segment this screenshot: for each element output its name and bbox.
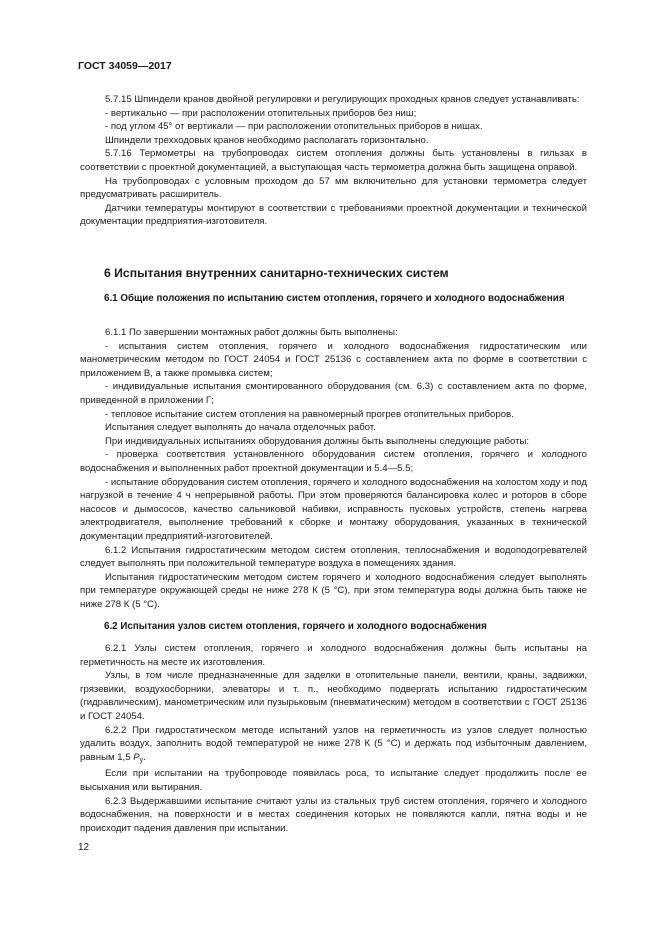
paragraph: 5.7.15 Шпиндели кранов двойной регулировки и регулирующих проходных кранов следует устанавливать: — [105, 94, 580, 105]
paragraph: Испытания следует выполнять до начала отделочных работ. — [105, 422, 376, 434]
paragraph: 6.2.3 Выдержавшими испытание считают узлы из стальных труб систем отопления, горячего и холодного водоснабжения, на поверхности и в местах соединения которых не появляются капли, пятна воды и не происходит падения давления при испытании. — [80, 795, 587, 834]
paragraph: На трубопроводах с условным проходом до 57 мм включительно для установки термометра следует предусматривать расширитель. — [80, 175, 587, 201]
list-item: - индивидуальные испытания смонтированного оборудования (см. 6.3) с составлением акта по форме, приведенной в приложении Г; — [80, 381, 587, 406]
section-6-1-heading: 6.1 Общие положения по испытанию систем отопления, горячего и холодного водоснабжения — [104, 293, 565, 304]
section-6-heading: 6 Испытания внутренних санитарно-технических систем — [104, 266, 449, 280]
paragraph: Узлы, в том числе предназначенные для заделки в отопительные панели, вентили, краны, задвижки, грязевики, воздухосборники, элеваторы и т. п., необходимо подвергать испытанию гидростатическим (гидравлическим), манометрическим или пузырьковым (пневматическим) методом в соответствии с ГОСТ 25136 и ГОСТ 24054. — [80, 670, 587, 722]
page-number: 12 — [78, 842, 90, 853]
pressure-subscript: у — [139, 756, 144, 764]
paragraph: Испытания гидростатическим методом систем горячего и холодного водоснабжения следует выполнять при температуре окружающей среды не ниже 278 К (5 °С), при этом температура воды должна быть также не ниже 278 К (5 °С). — [80, 571, 587, 610]
paragraph: 6.1.2 Испытания гидростатическим методом систем отопления, теплоснабжения и водоподогревателей следует выполнять при положительной температуре воздуха в помещениях здания. — [80, 544, 587, 570]
list-item: - проверка соответствия установленного оборудования систем отопления, горячего и холодного водоснабжения и выполненных работ проектной документации и 5.4—5.5; — [80, 449, 587, 474]
list-item: - испытания систем отопления, горячего и холодного водоснабжения гидростатическим или манометрическим методом по ГОСТ 24054 и ГОСТ 25136 с составлением акта по форме в соответствии с приложением В, а также промывка систем; — [80, 340, 587, 379]
list-item: - испытание оборудования систем отопления, горячего и холодного водоснабжения на холостом ходу и под нагрузкой в течение 4 ч непрерывной работы. При этом проверяются балансировка колес и роторов в сборе насосов и дымососов, качество сальниковой набивки, исправность пусковых устройств, степень нагрева электродвигателя, выполнение требований к сборке и монтажу оборудования, указанных в технической документации предприятий-изготовителей. — [80, 476, 587, 542]
paragraph: При индивидуальных испытаниях оборудования должны быть выполнены следующие работы: — [105, 435, 530, 447]
list-item: - под углом 45° от вертикали — при расположении отопительных приборов в нишах. — [105, 121, 483, 133]
paragraph: 6.2.1 Узлы систем отопления, горячего и холодного водоснабжения должны быть испытаны на герметичность на месте их изготовления. — [80, 643, 587, 668]
paragraph: 6.1.1 По завершении монтажных работ должны быть выполнены: — [105, 327, 398, 338]
paragraph: 5.7.16 Термометры на трубопроводах систем отопления должны быть установлены в гильзах в соответствии с проектной документацией, а выступающая часть термометра должна быть защищена оправой. — [80, 148, 587, 173]
paragraph: Если при испытании на трубопроводе появилась роса, то испытание следует продолжить после ее высыхания или вытирания. — [80, 768, 587, 793]
clause-5-7-15-block — [80, 93, 587, 229]
section-6-1-body — [80, 326, 587, 611]
list-item: - тепловое испытание систем отопления на равномерный прогрев отопительных приборов. — [105, 408, 514, 420]
document-header: ГОСТ 34059—2017 — [78, 60, 172, 72]
list-item: - вертикально — при расположении отопительных приборов без ниш; — [105, 107, 417, 119]
section-6-2-body — [80, 642, 587, 835]
paragraph: Датчики температуры монтируют в соответствии с требованиями проектной документации и технической документации предприятия-изготовителя. — [80, 202, 587, 228]
paragraph-text: 6.2.2 При гидростатическом методе испытаний узлов на герметичность из узлов следует полностью удалить воздух, заполнить водой температурой не ниже 278 К (5 °С) и держать под избыточным давлением, равным 1,5 — [80, 724, 587, 763]
section-6-2-heading: 6.2 Испытания узлов систем отопления, горячего и холодного водоснабжения — [104, 621, 487, 632]
pressure-symbol: P — [133, 751, 140, 763]
paragraph: 6.2.2 При гидростатическом методе испытаний узлов на герметичность из узлов следует полностью удалить воздух, заполнить водой температурой не ниже 278 К (5 °С) и держать под избыточным давлением, равным 1,5 $P_у$. — [80, 724, 587, 764]
paragraph: Шпиндели трехходовых кранов необходимо располагать горизонтально. — [105, 134, 429, 146]
